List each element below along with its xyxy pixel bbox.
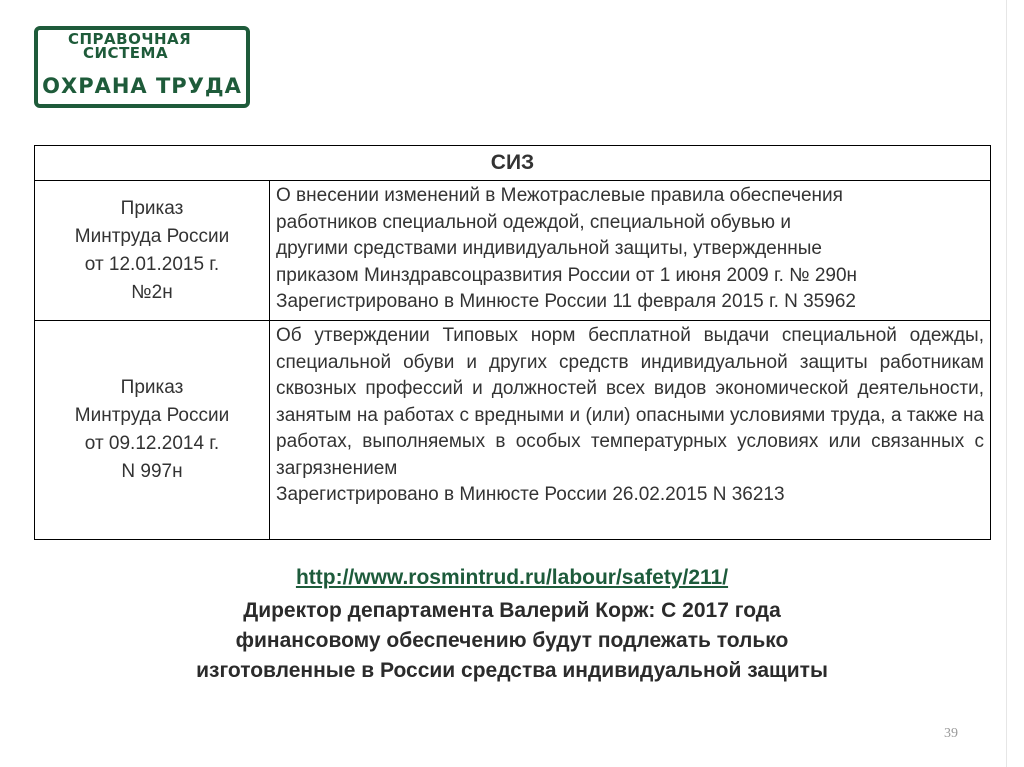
- logo: [34, 26, 250, 108]
- description-line: работников специальной одеждой, специальной обувью и: [276, 211, 791, 233]
- logo-line-2: СИСТЕМА: [83, 44, 169, 62]
- description-text: Об утверждении Типовых норм бесплатной выдачи специальной одежды, специальной обуви и других средств индивидуальной защиты работникам сквозных профессий и должностей всех видов экономической деятельности, занятым на работах с вредными и (или) опасными условиями труда, а также на работах, выполняемых в особых температурных условиях или связанных с загрязнением: [276, 325, 984, 479]
- description-cell: [270, 181, 991, 321]
- headline-line: финансовому обеспечению будут подлежать только: [235, 629, 789, 652]
- logo-line-1: СПРАВОЧНАЯ: [68, 30, 192, 48]
- order-line: Приказ: [120, 377, 184, 398]
- headline-line: изготовленные в России средства индивидуальной защиты: [196, 659, 828, 682]
- order-cell: [35, 181, 270, 321]
- order-line: №2н: [131, 281, 173, 303]
- description-line: другими средствами индивидуальной защиты, утвержденные: [276, 238, 822, 259]
- registration-line: Зарегистрировано в Минюсте России 26.02.2015 N 36213: [276, 484, 785, 505]
- siz-table: [34, 145, 991, 540]
- table-row: [35, 321, 991, 540]
- order-line: от 12.01.2015 г.: [84, 253, 220, 275]
- order-line: от 09.12.2014 г.: [84, 433, 220, 454]
- description-cell: [270, 321, 991, 540]
- page-number: 39: [944, 726, 958, 741]
- headline-line: Директор департамента Валерий Корж: С 2017 года: [243, 599, 781, 622]
- order-line: Минтруда России: [74, 225, 230, 247]
- order-line: Приказ: [120, 197, 184, 219]
- order-line: N 997н: [121, 461, 183, 482]
- edge-divider: [1006, 0, 1007, 767]
- logo-line-3: ОХРАНА ТРУДА: [42, 74, 242, 98]
- order-cell: [35, 321, 270, 540]
- table-row: [35, 181, 991, 321]
- description-line: О внесении изменений в Межотраслевые правила обеспечения: [276, 185, 843, 206]
- description-line: приказом Минздравсоцразвития России от 1 июня 2009 г. № 290н: [276, 264, 858, 286]
- table-header: СИЗ: [35, 146, 991, 181]
- order-line: Минтруда России: [74, 405, 230, 426]
- registration-line: Зарегистрировано в Минюсте России 11 февраля 2015 г. N 35962: [276, 291, 856, 312]
- rosmintrud-link[interactable]: http://www.rosmintrud.ru/labour/safety/211/: [295, 566, 729, 589]
- headline: [0, 596, 1024, 686]
